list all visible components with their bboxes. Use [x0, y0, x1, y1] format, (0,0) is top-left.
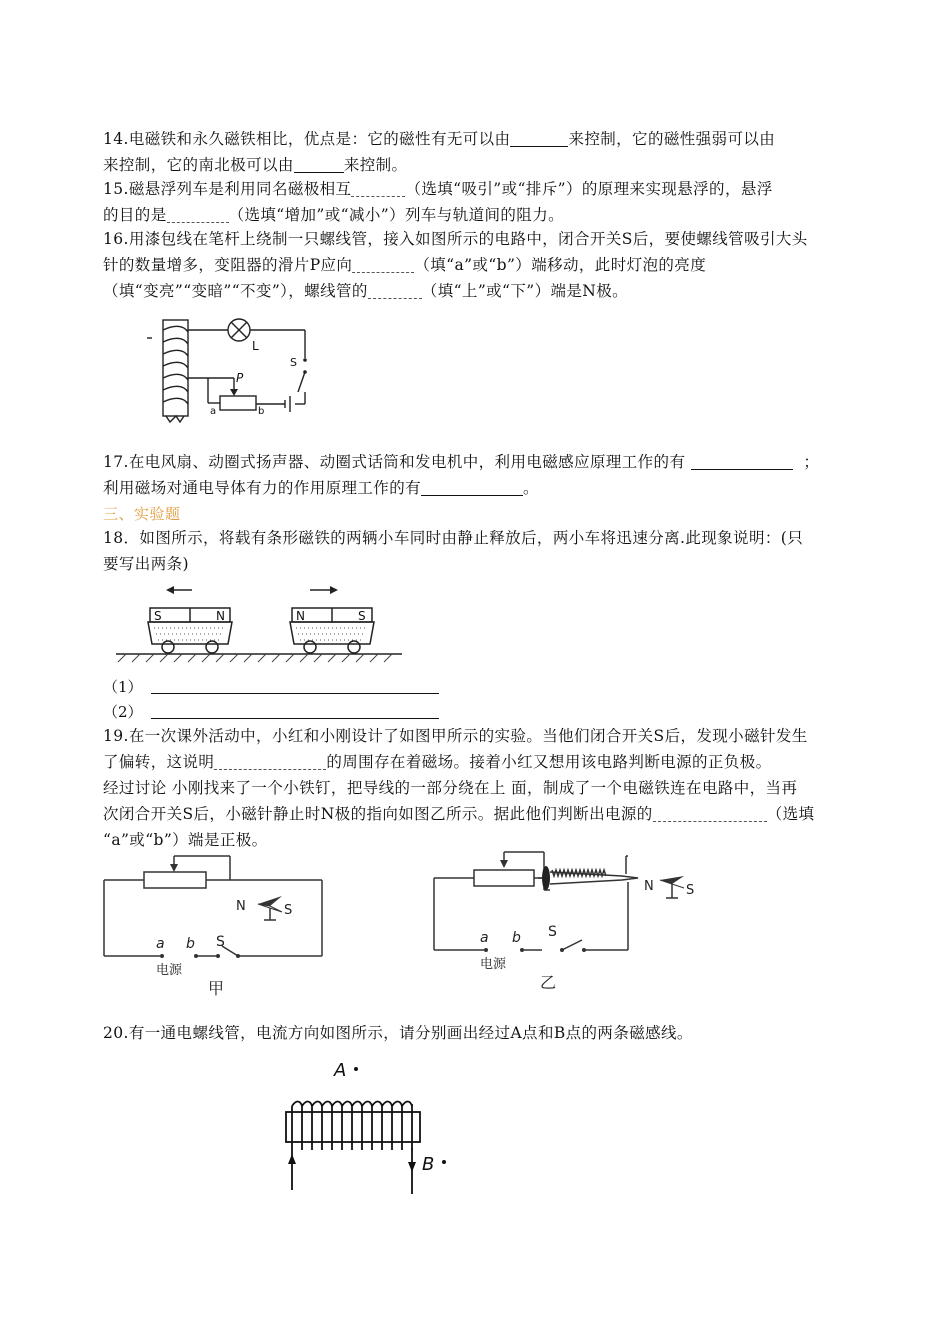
- yi-label-source: 电源: [480, 957, 507, 972]
- q19-blank-2[interactable]: [653, 805, 767, 822]
- q18-answer-1: [103, 676, 439, 697]
- q19-text-a: 19.在一次课外活动中，小红和小刚设计了如图甲所示的实验。当他们闭合开关S后，发现小磁针发生: [103, 727, 808, 745]
- q14-blank-1[interactable]: [510, 130, 568, 147]
- q17-blank-2[interactable]: [421, 479, 523, 496]
- q17-text-c: 利用磁场对通电导体有力的作用原理工作的有: [103, 479, 422, 497]
- q20-label-B: B: [422, 1154, 435, 1175]
- q15-text-b: （选填“吸引”或“排斥”）的原理来实现悬浮的，悬浮: [405, 180, 773, 198]
- q18-text-b: 要写出两条): [103, 555, 189, 573]
- q14-text-b: 来控制，它的磁性强弱可以由: [568, 130, 776, 148]
- yi-slider-arrow-icon: [500, 860, 508, 868]
- q16-text-e: （填“上”或“下”）端是N极。: [421, 282, 629, 300]
- question-14: [103, 126, 855, 178]
- q16-text-d: （填“变亮”“变暗”“不变”），螺线管的: [103, 282, 368, 300]
- q18-answer-2-label: （2）: [103, 703, 143, 721]
- section-heading-experiment: 三、实验题: [103, 505, 181, 523]
- q18-text-a: 18．如图所示，将载有条形磁铁的两辆小车同时由静止释放后，两小车将迅速分离.此现象说明：(只: [103, 529, 804, 547]
- jia-label-a: a: [156, 936, 165, 952]
- q16-label-P: P: [236, 371, 244, 385]
- q18-answer-1-line[interactable]: [151, 679, 439, 694]
- cart2-pole-N: N: [296, 609, 305, 623]
- jia-label-N: N: [236, 899, 246, 914]
- arrow-right-icon: [330, 586, 338, 594]
- nail-head-icon: [542, 866, 550, 890]
- q16-blank-2[interactable]: [368, 282, 422, 299]
- yi-label-N: N: [644, 879, 654, 894]
- question-17: [103, 449, 855, 501]
- jia-figure-caption: 甲: [208, 979, 225, 998]
- q18-answer-2-line[interactable]: [151, 704, 439, 719]
- q16-label-a: a: [210, 406, 217, 417]
- q16-blank-1[interactable]: [352, 256, 414, 273]
- q18-answer-2: [103, 701, 439, 722]
- q19-text-b: 了偏转，这说明: [103, 753, 215, 771]
- cart1-pole-N: N: [216, 609, 225, 623]
- current-arrow-up-icon: [288, 1154, 296, 1164]
- yi-label-S-compass: S: [686, 883, 695, 898]
- question-16: [103, 226, 855, 304]
- jia-label-S-switch: S: [216, 934, 225, 950]
- q17-blank-1[interactable]: [691, 453, 793, 470]
- q15-blank-1[interactable]: [351, 180, 405, 197]
- question-19: [103, 723, 855, 853]
- q19-text-d: 经过讨论 小刚找来了一个小铁钉，把导线的一部分绕在上 面，制成了一个电磁铁连在电路中，当再: [103, 779, 798, 797]
- q15-text-a: 15.磁悬浮列车是利用同名磁极相互: [103, 180, 352, 198]
- q19-blank-1[interactable]: [214, 753, 326, 770]
- q20-label-A: A: [334, 1060, 347, 1081]
- question-20: [103, 1020, 855, 1046]
- jia-slider-arrow-icon: [170, 864, 178, 872]
- slider-arrow-icon: [230, 389, 238, 396]
- q14-blank-2[interactable]: [294, 156, 344, 173]
- q19-figure-yi: [432, 846, 702, 992]
- question-18: [103, 525, 855, 577]
- yi-label-b: b: [512, 930, 521, 946]
- q15-blank-2[interactable]: [167, 206, 229, 223]
- q19-figure-jia: [100, 852, 325, 1000]
- q20-text-a: 20.有一通电螺线管，电流方向如图所示，请分别画出经过A点和B点的两条磁感线。: [103, 1024, 693, 1042]
- q18-carts-figure: [112, 582, 404, 662]
- q19-text-c: 的周围存在着磁场。接着小红又想用该电路判断电源的正负极。: [326, 753, 772, 771]
- yi-figure-caption: 乙: [540, 973, 557, 992]
- q16-text-a: 16.用漆包线在笔杆上绕制一只螺线管，接入如图所示的电路中，闭合开关S后，要使螺线管吸引大头: [103, 230, 808, 248]
- q16-text-c: （填“a”或“b”）端移动，此时灯泡的亮度: [414, 256, 707, 274]
- q15-text-c: 的目的是: [103, 206, 167, 224]
- q16-label-S: S: [290, 356, 297, 369]
- q16-label-L: L: [252, 339, 259, 353]
- q14-text-d: 来控制。: [343, 156, 408, 174]
- q17-text-a: 17.在电风扇、动圈式扬声器、动圈式话筒和发电机中，利用电磁感应原理工作的有: [103, 453, 686, 471]
- q14-text-a: 14.电磁铁和永久磁铁相比，优点是：它的磁性有无可以由: [103, 130, 511, 148]
- current-arrow-down-icon: [408, 1162, 416, 1172]
- q14-text-c: 来控制，它的南北极可以由: [103, 156, 294, 174]
- q19-text-f: （选填: [766, 805, 815, 823]
- arrow-left-icon: [166, 586, 174, 594]
- q18-answer-1-label: （1）: [103, 678, 143, 696]
- q16-text-b: 针的数量增多，变阻器的滑片P应向: [103, 256, 353, 274]
- q16-circuit-figure: [140, 316, 320, 428]
- yi-compass-needle-icon: [660, 876, 684, 884]
- jia-label-source: 电源: [156, 963, 183, 978]
- cart2-pole-S: S: [358, 609, 366, 623]
- cart1-pole-S: S: [154, 609, 162, 623]
- jia-label-S-compass: S: [284, 903, 293, 918]
- point-A-dot: [354, 1067, 358, 1071]
- point-B-dot: [442, 1160, 446, 1164]
- q20-solenoid-figure: [280, 1054, 460, 1196]
- yi-label-a: a: [480, 930, 489, 946]
- q17-text-b: ；: [803, 453, 820, 471]
- question-15: [103, 176, 855, 228]
- q15-text-d: （选填“增加”或“减小”）列车与轨道间的阻力。: [228, 206, 565, 224]
- q19-text-g: “a”或“b”）端是正极。: [103, 831, 268, 849]
- yi-label-S-switch: S: [548, 924, 557, 940]
- jia-label-b: b: [186, 936, 195, 952]
- q16-label-b: b: [258, 406, 265, 417]
- q17-text-d: 。: [523, 479, 539, 497]
- q19-text-e: 次闭合开关S后，小磁针静止时N极的指向如图乙所示。据此他们判断出电源的: [103, 805, 653, 823]
